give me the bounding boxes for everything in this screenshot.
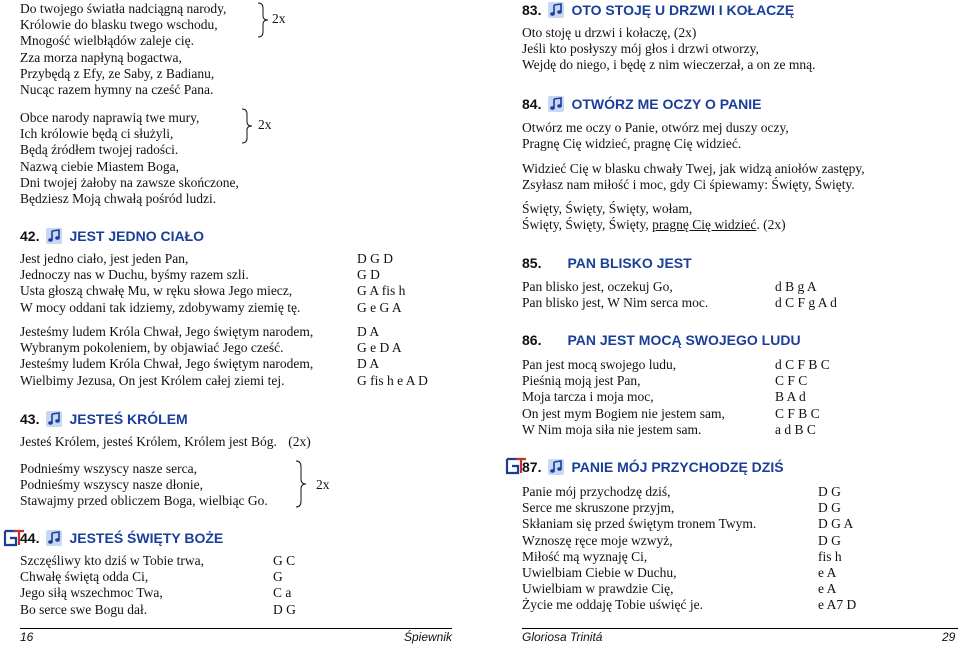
song84-stanza3 bbox=[522, 201, 786, 233]
chord-line: B A d bbox=[775, 389, 806, 405]
lyric-line: Miłość mą wyznaję Ci, bbox=[522, 548, 648, 564]
song87-lyrics bbox=[522, 484, 756, 614]
page-number: 29 bbox=[942, 630, 956, 644]
song-number: 44. bbox=[20, 530, 40, 546]
chord-line: D G A bbox=[818, 516, 854, 532]
chord-line: D G bbox=[273, 601, 296, 617]
lyric-line: Jest jedno ciało, jest jeden Pan, bbox=[20, 251, 189, 266]
song86-chords bbox=[775, 357, 830, 438]
song-heading bbox=[20, 410, 188, 428]
song84-stanza2 bbox=[522, 161, 865, 193]
chord-line: D A bbox=[357, 356, 380, 372]
lyric-line: Królowie do blasku twego wschodu, bbox=[20, 17, 218, 33]
song42-verse2-chords bbox=[357, 324, 428, 389]
song-heading bbox=[20, 529, 223, 547]
lyric-line: Wejdę do niego, i będę z nim wieczerzał, a on ze mną. bbox=[522, 57, 816, 73]
song-title: PAN JEST MOCĄ SWOJEGO LUDU bbox=[567, 332, 801, 348]
song-title: JESTEŚ KRÓLEM bbox=[69, 411, 188, 427]
lyric-line: Nucąc razem hymny na cześć Pana. bbox=[20, 81, 214, 97]
lyric-line: Podnieśmy wszyscy nasze dłonie, bbox=[20, 477, 203, 493]
lyric-line: W mocy oddani tak idziemy, zdobywamy ziemię tę. bbox=[20, 299, 301, 315]
repeat-marker: (2x) bbox=[288, 434, 311, 449]
lyric-line: Jego siłą wszechmoc Twa, bbox=[20, 585, 163, 601]
lyric-line: Szczęśliwy kto dziś w Tobie trwa, bbox=[20, 553, 205, 568]
music-note-icon bbox=[547, 458, 565, 476]
music-note-icon bbox=[547, 1, 565, 19]
book-title: Gloriosa Trinitá bbox=[522, 630, 603, 644]
lyric-line: Wielbimy Jezusa, On jest Królem całej ziemi tej. bbox=[20, 372, 285, 388]
lyric-line: Pan blisko jest, W Nim serca moc. bbox=[522, 295, 709, 311]
chord-line: C a bbox=[273, 585, 292, 601]
song-number: 84. bbox=[522, 96, 542, 112]
chord-line: C F C bbox=[775, 373, 808, 389]
chord-line: D G D bbox=[357, 251, 393, 266]
lyric-line: Do twojego światła nadciągną narody, bbox=[20, 1, 227, 16]
song-number: 85. bbox=[522, 255, 542, 271]
repeat-marker: 2x bbox=[258, 117, 272, 132]
lyric-line: Wznoszę ręce moje wzwyż, bbox=[522, 532, 673, 548]
footer-divider bbox=[522, 628, 958, 629]
song-title: PANIE MÓJ PRZYCHODZĘ DZIŚ bbox=[571, 459, 784, 475]
lyric-line: Życie me oddaję Tobie uświęć je. bbox=[522, 597, 703, 613]
lyric-line: Jesteś Królem, jesteś Królem, Królem jest Bóg. bbox=[20, 434, 277, 449]
chord-line: d C F B C bbox=[775, 357, 830, 372]
song-heading bbox=[522, 458, 784, 476]
lyric-line: On jest mym Bogiem nie jestem sam, bbox=[522, 405, 725, 421]
repeat-marker: 2x bbox=[272, 11, 286, 26]
song-title: JEST JEDNO CIAŁO bbox=[69, 228, 205, 244]
song-title: PAN BLISKO JEST bbox=[567, 255, 692, 271]
chord-line: G bbox=[273, 569, 283, 585]
lyric-line: Pieśnią moją jest Pan, bbox=[522, 373, 641, 389]
song-heading bbox=[522, 95, 762, 113]
chord-line: D G bbox=[818, 484, 841, 499]
lyric-line: Święty, Święty, Święty, pragnę Cię widzieć. (2x) bbox=[522, 217, 786, 233]
lyric-line: Ich królowie będą ci służyli, bbox=[20, 126, 174, 142]
song85-chords bbox=[775, 279, 837, 311]
song-heading bbox=[20, 227, 204, 245]
chord-line: e A bbox=[818, 581, 837, 597]
lyric-line: Zsyłasz nam miłość i moc, gdy Ci śpiewamy: Święty, Święty. bbox=[522, 177, 855, 193]
music-note-icon bbox=[45, 410, 63, 428]
chord-line: G fis h e A D bbox=[357, 372, 428, 388]
lyric-line: Jednoczy nas w Duchu, byśmy razem szli. bbox=[20, 267, 249, 283]
lyric-line: Otwórz me oczy o Panie, otwórz mej duszy oczy, bbox=[522, 120, 789, 135]
music-note-icon bbox=[45, 227, 63, 245]
lyric-line: Wybranym pokoleniem, by objawiać Jego cześć. bbox=[20, 340, 284, 356]
lyric-line: Podnieśmy wszyscy nasze serca, bbox=[20, 461, 197, 476]
chord-line: G A fis h bbox=[357, 283, 406, 299]
chord-line: D G bbox=[818, 500, 841, 516]
lyric-line: Pan blisko jest, oczekuj Go, bbox=[522, 279, 673, 294]
music-note-icon bbox=[547, 95, 565, 113]
chord-line: D G bbox=[818, 532, 841, 548]
lyric-line: W Nim moja siła nie jestem sam. bbox=[522, 421, 702, 437]
song43-verse bbox=[20, 461, 268, 510]
chord-line: fis h bbox=[818, 548, 842, 564]
lyric-line: Pragnę Cię widzieć, pragnę Cię widzieć. bbox=[522, 136, 742, 152]
lyric-line: Bo serce swe Bogu dał. bbox=[20, 601, 148, 617]
song42-verse1 bbox=[20, 251, 300, 316]
song-heading bbox=[522, 331, 801, 349]
repeat-brace bbox=[256, 2, 270, 38]
page-number: 16 bbox=[20, 630, 34, 644]
chord-line: C F B C bbox=[775, 405, 820, 421]
repeat-marker: 2x bbox=[316, 477, 330, 492]
lyric-line: Dni twojej żałoby na zawsze skończone, bbox=[20, 174, 239, 190]
song44-chords bbox=[273, 553, 296, 618]
chord-line: e A bbox=[818, 564, 837, 580]
song44-lyrics bbox=[20, 553, 204, 618]
song-number: 83. bbox=[522, 2, 542, 18]
song-title: OTWÓRZ ME OCZY O PANIE bbox=[571, 96, 762, 112]
intro-stanza-a bbox=[20, 1, 226, 98]
intro-stanza-b bbox=[20, 110, 239, 207]
lyric-line: Jesteśmy ludem Króla Chwał, Jego świętym narodem, bbox=[20, 356, 314, 372]
chord-line: G D bbox=[357, 267, 380, 283]
lyric-line: Nazwą ciebie Miastem Boga, bbox=[20, 158, 179, 174]
chord-line: e A7 D bbox=[818, 597, 857, 613]
book-title: Śpiewnik bbox=[404, 630, 453, 644]
chord-line: G C bbox=[273, 553, 296, 568]
song-title: OTO STOJĘ U DRZWI I KOŁACZĘ bbox=[571, 2, 795, 18]
song85-lyrics bbox=[522, 279, 708, 311]
lyric-line: Widzieć Cię w blasku chwały Twej, jak widzą aniołów zastępy, bbox=[522, 161, 865, 176]
song43-line1 bbox=[20, 434, 311, 450]
lyric-line: Będą źródłem twojej radości. bbox=[20, 142, 179, 158]
song42-verse1-chords bbox=[357, 251, 405, 316]
music-note-icon bbox=[45, 529, 63, 547]
lyric-line: Święty, Święty, Święty, wołam, bbox=[522, 201, 693, 216]
lyric-line: Mnogość wielbłądów zaleje cię. bbox=[20, 33, 194, 49]
lyric-line: Serce me skruszone przyjm, bbox=[522, 500, 675, 516]
song-heading bbox=[522, 254, 692, 272]
lyric-line: Będziesz Moją chwałą pośród ludzi. bbox=[20, 190, 217, 206]
chord-line: D A bbox=[357, 324, 380, 339]
song87-chords bbox=[818, 484, 856, 614]
lyric-line: Stawajmy przed obliczem Boga, wielbiąc Go. bbox=[20, 493, 268, 509]
lyric-line: Uwielbiam w prawdzie Cię, bbox=[522, 581, 674, 597]
lyric-line: Panie mój przychodzę dziś, bbox=[522, 484, 671, 499]
song-number: 43. bbox=[20, 411, 40, 427]
lyric-line: Jesteśmy ludem Króla Chwał, Jego świętym narodem, bbox=[20, 324, 314, 339]
song42-verse2 bbox=[20, 324, 313, 389]
lyric-line: Jeśli kto posłyszy mój głos i drzwi otworzy, bbox=[522, 41, 759, 57]
chord-line: a d B C bbox=[775, 421, 816, 437]
chord-line: d C F g A d bbox=[775, 295, 837, 311]
song-number: 86. bbox=[522, 332, 542, 348]
lyric-line: Moja tarcza i moja moc, bbox=[522, 389, 654, 405]
song84-stanza1 bbox=[522, 120, 789, 152]
repeat-brace bbox=[240, 108, 254, 144]
lyric-line: Usta głoszą chwałę Mu, w ręku słowa Jego miecz, bbox=[20, 283, 293, 299]
lyric-line: Obce narody naprawią twe mury, bbox=[20, 110, 200, 125]
song-number: 42. bbox=[20, 228, 40, 244]
lyric-line: Skłaniam się przed świętym tronem Twym. bbox=[522, 516, 757, 532]
song-heading bbox=[522, 1, 794, 19]
repeat-brace bbox=[294, 460, 308, 508]
lyric-line: Chwałę świętą odda Ci, bbox=[20, 569, 149, 585]
song83-lyrics bbox=[522, 25, 816, 74]
chord-line: G e D A bbox=[357, 340, 402, 356]
lyric-line: Uwielbiam Ciebie w Duchu, bbox=[522, 564, 677, 580]
song86-lyrics bbox=[522, 357, 725, 438]
song-title: JESTEŚ ŚWIĘTY BOŻE bbox=[69, 530, 224, 546]
chord-line: G e G A bbox=[357, 299, 402, 315]
lyric-line: Pan jest mocą swojego ludu, bbox=[522, 357, 677, 372]
footer-divider bbox=[20, 628, 452, 629]
chord-line: d B g A bbox=[775, 279, 817, 294]
lyric-line: Przybędą z Efy, ze Saby, z Badianu, bbox=[20, 65, 215, 81]
song-number: 87. bbox=[522, 459, 542, 475]
lyric-line: Zza morza napłyną bogactwa, bbox=[20, 49, 182, 65]
lyric-line: Oto stoję u drzwi i kołaczę, (2x) bbox=[522, 25, 697, 40]
